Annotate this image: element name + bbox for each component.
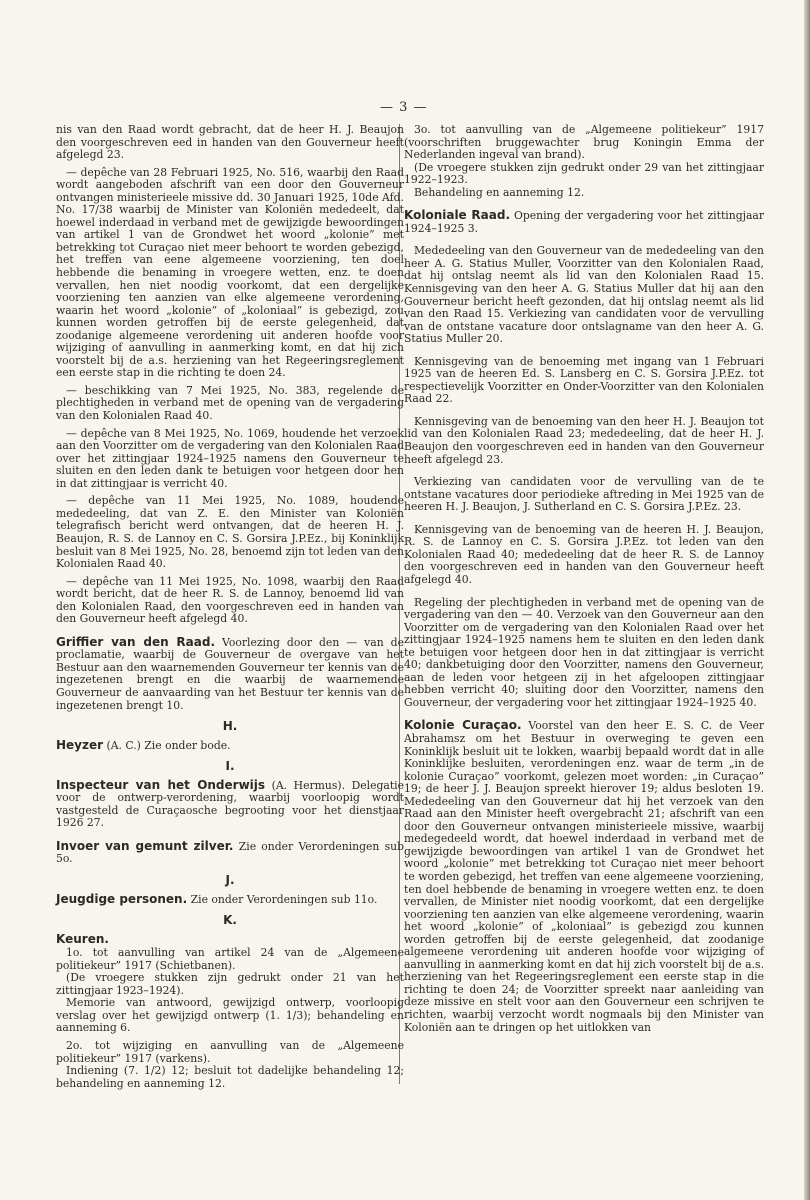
entry-text: Opening der vergadering voor het zittingjaar 1924–1925 3. [404,209,764,235]
paragraph: Behandeling en aanneming 12. [414,185,585,199]
section-letter-h: H. [222,719,238,734]
paragraph: nis van den Raad wordt gebracht, dat de heer H. J. Beaujon den voorgeschreven eed in handen van den Gouverneur heeft afgelegd 23. [56,123,404,162]
section-letter-j: J. [225,872,235,887]
paragraph: — beschikking van 7 Mei 1925, No. 383, regelende de plechtigheden in verband met de opening van de vergadering van den Kolonialen Raad 40. [56,383,404,423]
paragraph: — depêche van 28 Februari 1925, No. 516, waarbij den Raad wordt aangeboden afschrift van een door den Gouverneur ontvangen ministerieele missive dd. 30 Januari 1925, 10de Afd. No. 17/38 waarbij de Minister van Koloniën mededeelt, dat hoewel inderdaad in verband met de gewijzigde bewoordingen van artikel 1 van de Grondwet het woord „kolonie” met betrekking tot Curaçao niet meer behoort te worden gebezigd, het treffen van eene algemeene voorziening, ten doel hebbende die benaming in vroegere wetten, enz. te doen vervallen, hen niet noodig voorkomt, dat een dergelijke voorziening ten aanzien van elke algemeene verordening, waarin het woord „kolonie” of „koloniaal” is gebezigd, zou kunnen worden getroffen bij de eerste gelegenheid, dat zoodanige algemeene verordening uit anderen hoofde voor wijziging of aanvulling in aanmerking komt, en dat hij zich voorstelt bij de a.s. herziening van het Regeeringsreglement een eerste stap in die richting te doen 24. [56,165,404,380]
page-number: — 3 — [380,100,428,115]
entry-griffier [56,636,404,712]
entry-heading: Koloniale Raad. [404,208,510,223]
paragraph: Kennisgeving van de benoeming met ingang van 1 Februari 1925 van de heeren Ed. S. Lansberg en C. S. Gorsira J.P.Ez. tot respectievelijk Voorzitter en Onder-Voorzitter van den Kolonialen Raad 22. [404,354,764,406]
entry-heading: Invoer van gemunt zilver. [56,838,234,853]
section-letter-i: I. [225,759,235,774]
paragraph: Kennisgeving van de benoeming van de heeren H. J. Beaujon, R. S. de Lannoy en C. S. Gorsira J.P.Ez. tot leden van den Kolonialen Raad 40; mededeeling dat de heer R. S. de Lannoy den voorgeschreven eed in handen van den Gouverneur heeft afgelegd 40. [404,522,764,586]
entry-text: Zie onder Verordeningen sub 5o. [56,839,405,866]
keuren-item: Indiening (7. 1/2) 12; besluit tot dadelijke behandeling 12; behandeling en aanneming 12. [56,1064,404,1090]
entry-heading: Jeugdige personen. [56,891,188,906]
paragraph: 3o. tot aanvulling van de „Algemeene politiekeur” 1917 (voorschriften bruggewachter brug Koningin Emma der Nederlanden ingeval van brand). [404,123,764,162]
paragraph: Kennisgeving van de benoeming van den heer H. J. Beaujon tot lid van den Kolonialen Raad 23; mededeeling, dat de heer H. J. Beaujon den voorgeschreven eed in handen van den Gouverneur heeft afgelegd 23. [404,414,764,466]
entry-text: (A. C.) Zie onder bode. [106,738,231,752]
paragraph: — depêche van 11 Mei 1925, No. 1098, waarbij den Raad wordt bericht, dat de heer R. S. de Lannoy, benoemd lid van den Kolonialen Raad, den voorgeschreven eed in handen van den Gouverneur heeft afgelegd 40. [56,574,404,626]
keuren-item: 2o. tot wijziging en aanvulling van de „Algemeene politiekeur” 1917 (varkens). [56,1039,404,1065]
entry-keuren-heading [56,933,404,947]
entry-heading: Heyzer [56,737,104,752]
paragraph: — depêche van 8 Mei 1925, No. 1069, houdende het verzoek aan den Voorzitter om de vergadering van den Kolonialen Raad over het zittingjaar 1924–1925 namens den Gouverneur te sluiten en den leden dank te betuigen voor hetgeen door hen in dat zittingjaar is verricht 40. [56,426,404,490]
keuren-item: (De vroegere stukken zijn gedrukt onder 21 van het zittingjaar 1923–1924). [56,971,404,997]
entry-text: Zie onder Verordeningen sub 11o. [190,892,378,906]
entry-heading: Keuren. [56,931,109,946]
keuren-item: Memorie van antwoord, gewijzigd ontwerp, voorloopig verslag over het gewijzigd ontwerp (1. 1/3); behandeling en aanneming 6. [56,996,404,1035]
left-column [56,124,404,1095]
keuren-item: 1o. tot aanvulling van artikel 24 van de „Algemeene politiekeur” 1917 (Schietbanen). [56,946,404,972]
paragraph: Verkiezing van candidaten voor de vervulling van de te ontstane vacatures door periodieke aftreding in Mei 1925 van de heeren H. J. Beaujon, J. Sutherland en C. S. Gorsira J.P.Ez. 23. [404,475,764,514]
right-column [404,124,764,1039]
entry-heading: Kolonie Curaçao. [404,718,522,733]
entry-heading: Griffier van den Raad. [56,634,215,649]
entry-heyzer [56,739,404,753]
paragraph: Mededeeling van den Gouverneur van de mededeeling van den heer A. G. Statius Muller, Voorzitter van den Kolonialen Raad, dat hij ontslag neemt als lid van den Kolonialen Raad 15. Kennisgeving van den heer A. G. Statius Muller dat hij aan den Gouverneur bericht heeft gezonden, dat hij ontslag neemt als lid van den Raad 15. Verkiezing van candidaten voor de vervulling van de ontstane vacature door ontslagname van den heer A. G. Statius Muller 20. [404,244,764,346]
entry-invoer [56,840,404,866]
entry-heading: Inspecteur van het Onderwijs [56,777,266,792]
paragraph: Regeling der plechtigheden in verband met de opening van de vergadering van den — 40. Verzoek van den Gouverneur aan den Voorzitter om de vergadering van den Kolonialen Raad over het zittingjaar 1924–1925 namens hem te sluiten en den leden dank te betuigen voor hetgeen door hen in dat zittingjaar is verricht 40; dankbetuiging door den Voorzitter, namens den Gouverneur, aan de leden voor hetgeen zij in het afgeloopen zittingjaar hebben verricht 40; sluiting door den Voorzitter, namens den Gouverneur, der vergadering voor het zittingjaar 1924–1925 40. [404,595,764,709]
entry-text: (A. Hermus). Delegatie voor de ontwerp-verordening, waarbij voorloopig wordt vastgesteld de Curaçaosche begrooting voor het dienstjaar 1926 27. [56,778,405,830]
paragraph: — depêche van 11 Mei 1925, No. 1089, houdende mededeeling, dat van Z. E. den Minister van Koloniën telegrafisch bericht werd ontvangen, dat de heeren H. J. Beaujon, R. S. de Lannoy en C. S. Gorsira J.P.Ez., bij Koninklijk besluit van 8 Mei 1925, No. 28, benoemd zijn tot leden van den Kolonialen Raad 40. [56,494,404,571]
entry-text: Voorlezing door den — van de proclamatie, waarbij de Gouverneur de overgave van het Bestuur aan den waarnemenden Gouverneur ter kennis van de ingezetenen brengt en die waarbij de waarnemende Gouverneur de aanvaarding van het Bestuur ter kennis van de ingezetenen brengt 10. [56,635,404,712]
section-letter-k: K. [223,913,237,928]
entry-inspecteur [56,779,404,830]
entry-koloniale-raad [404,209,764,235]
paragraph: (De vroegere stukken zijn gedrukt onder 29 van het zittingjaar 1922–1923. [404,160,764,187]
entry-jeugdige [56,893,404,907]
entry-kolonie-curacao [404,719,764,1034]
entry-text: Voorstel van den heer E. S. C. de Veer Abrahamsz om het Bestuur in overweging te geven een Koninklijk besluit uit te lokken, waarbij bepaald wordt dat in alle Koninklijke besluiten, verordeningen enz. waar de term „in de kolonie Curaçao” voorkomt, gelezen moet worden: „in Curaçao” 19; de heer J. J. Beaujon spreekt hierover 19; aldus besloten 19. Mededeeling van den Gouverneur dat hij het verzoek van den Raad aan den Minister heeft overgebracht 21; afschrift van een door den Gouverneur ontvangen ministerieele missive, waarbij medegedeeld wordt, dat hoewel inderdaad in verband met de gewijzigde bewoordingen van artikel 1 van de Grondwet het woord „kolonie” met betrekking tot Curaçao niet meer behoort te worden gebezigd, het treffen van eene algemeene voorziening, ten doel hebbende de benaming in vroegere wetten enz. te doen vervallen, de Minister niet noodig voorkomt, dat een dergelijke voorziening ten aanzien van elke algemeene verordening, waarin het woord „kolonie” of „koloniaal” is gebezigd zou kunnen worden getroffen bij de eerste gelegenheid, dat zoodanige algemeene verordening uit anderen hoofde voor wijziging of aanvulling in aanmerking komt en dat hij zich voorstelt bij de a.s. herziening van het Regeeringsreglement een eerste stap in die richting te doen 24; de Voorzitter spreekt naar aanleiding van deze missive en stelt voor aan den Gouverneur een schrijven te richten, waarbij verzocht wordt nogmaals bij den Minister van Koloniën aan te dringen op het uitlokken van [404,719,765,1034]
page-edge [804,0,810,1200]
